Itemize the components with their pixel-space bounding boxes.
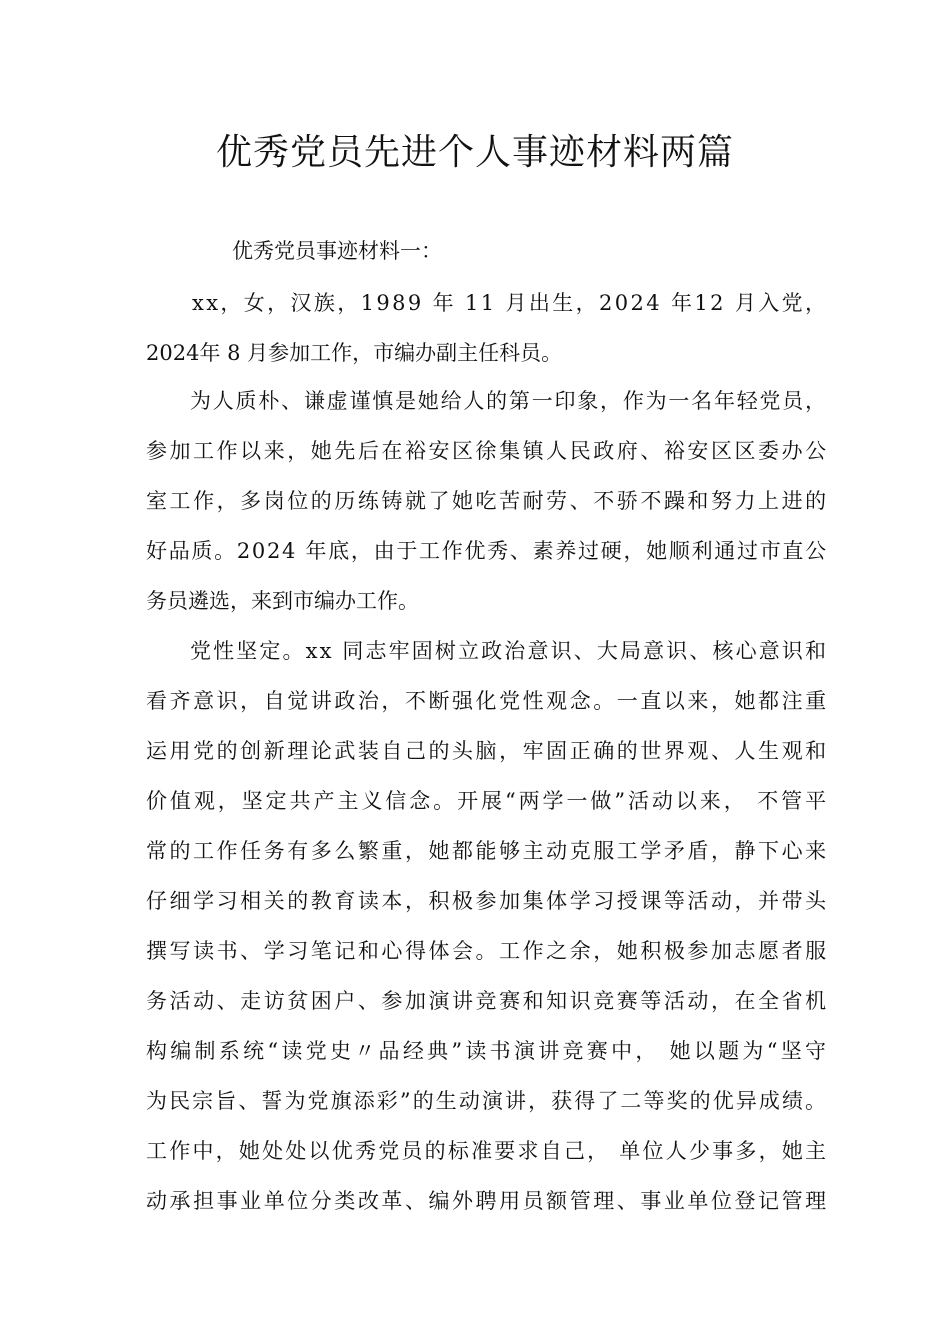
body-line-13: 仔细学习相关的教育读本，积极参加集体学习授课等活动，并带头 [146,889,829,913]
body-line-1: xx，女，汉族，1989 年 11 月出生，2024 年12 月入党， [192,291,829,315]
body-line-15: 务活动、走访贫困户、参加演讲竞赛和知识竞赛等活动，在全省机 [146,989,829,1013]
body-line-5: 室工作，多岗位的历练铸就了她吃苦耐劳、不骄不躁和努力上进的 [146,489,829,513]
body-line-3: 为人质朴、谦虚谨慎是她给人的第一印象，作为一名年轻党员， [190,389,828,413]
body-line-19: 动承担事业单位分类改革、编外聘用员额管理、事业单位登记管理 [146,1189,829,1213]
body-line-10: 运用党的创新理论武装自己的头脑，牢固正确的世界观、人生观和 [146,739,829,763]
body-line-16: 构编制系统“读党史〃品经典”读书演讲竞赛中， 她以题为“坚守 [146,1039,830,1063]
body-line-12: 常的工作任务有多么繁重，她都能够主动克服工学矛盾，静下心来 [146,839,829,863]
body-line-9: 看齐意识，自觉讲政治，不断强化党性观念。一直以来，她都注重 [146,689,829,713]
section-heading: 优秀党员事迹材料一： [232,239,442,263]
body-line-11: 价值观，坚定共产主义信念。开展“两学一做”活动以来， 不管平 [146,789,830,813]
body-line-17: 为民宗旨、誓为党旗添彩”的生动演讲，获得了二等奖的优异成绩。 [146,1089,829,1113]
body-line-4: 参加工作以来，她先后在裕安区徐集镇人民政府、裕安区区委办公 [146,439,829,463]
body-line-18: 工作中，她处处以优秀党员的标准要求自己， 单位人少事多，她主 [146,1139,829,1163]
body-line-6: 好品质。2024 年底，由于工作优秀、素养过硬，她顺利通过市直公 [146,539,828,563]
body-line-2: 2024年 8 月参加工作，市编办副主任科员。 [146,341,563,365]
body-line-8: 党性坚定。xx 同志牢固树立政治意识、大局意识、核心意识和 [190,639,829,663]
body-line-7: 务员遴选，来到市编办工作。 [146,589,419,613]
body-line-14: 撰写读书、学习笔记和心得体会。工作之余，她积极参加志愿者服 [146,939,829,963]
document-title: 优秀党员先进个人事迹材料两篇 [215,132,734,173]
